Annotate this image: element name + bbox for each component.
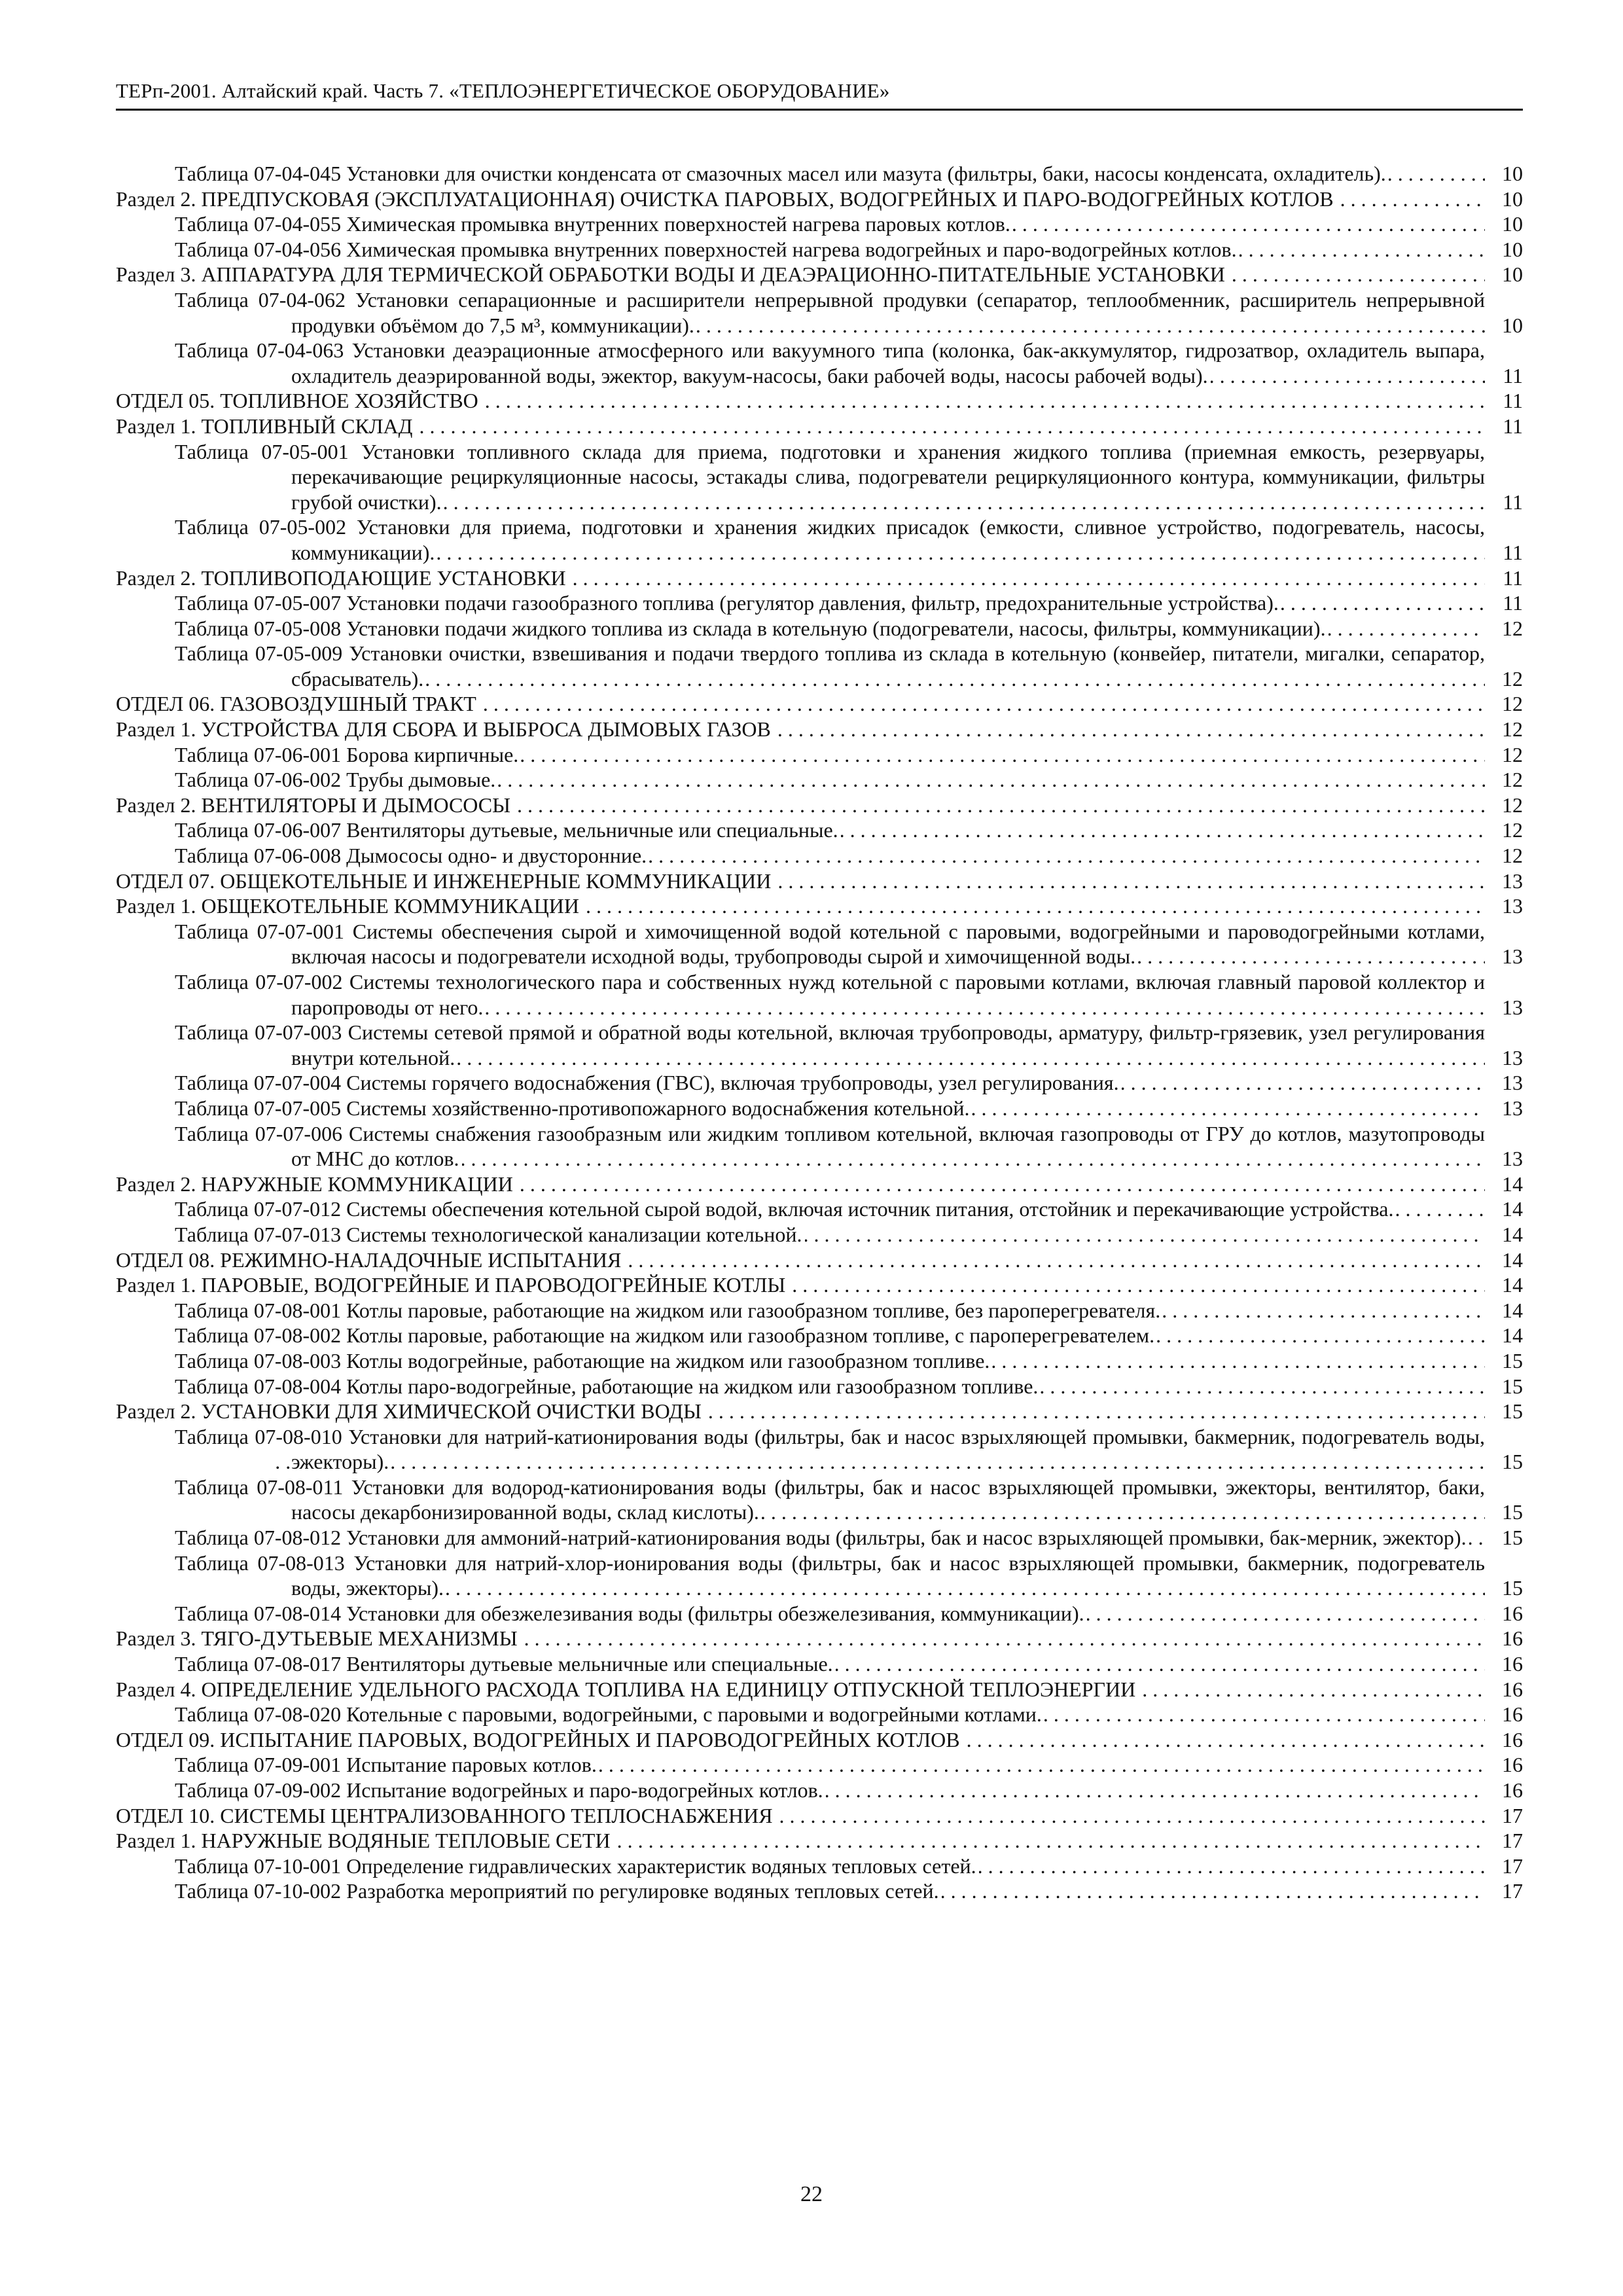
toc-page-number: 14 <box>1485 1272 1523 1298</box>
page-number: 22 <box>800 2182 823 2206</box>
toc-entry-label: Таблица 07-08-010 Установки для натрий-катионирования воды (фильтры, бак и насос взрыхляющей промывки, бакмерник, подогреватель воды, эжекторы). <box>175 1424 1485 1474</box>
toc-page-number: 16 <box>1485 1626 1523 1651</box>
toc-entry-label: Раздел 2. УСТАНОВКИ ДЛЯ ХИМИЧЕСКОЙ ОЧИСТКИ ВОДЫ <box>116 1399 704 1423</box>
toc-entry-dept <box>116 869 1523 894</box>
toc-page-number: 12 <box>1485 666 1523 692</box>
toc-page-number: 13 <box>1485 1096 1523 1121</box>
toc-page-number: 15 <box>1485 1449 1523 1475</box>
toc-page-number: 13 <box>1485 995 1523 1020</box>
toc-page-number: 12 <box>1485 717 1523 742</box>
toc-entry-table <box>116 439 1523 515</box>
toc-entry-table <box>116 1323 1523 1348</box>
toc-entry-table <box>116 1878 1523 1904</box>
toc-entry-label: Таблица 07-05-001 Установки топливного склада для приема, подготовки и хранения жидкого топлива (приемная емкость, резервуары, перекачивающие рециркуляционные насосы, эстакады слива, подогреватели рециркуляционного контура, коммуникации, фильтры грубой очистки). <box>175 439 1485 514</box>
toc-entry-label: Таблица 07-08-017 Вентиляторы дутьевые мельничные или специальные. <box>175 1652 836 1676</box>
toc-entry-label: Таблица 07-07-003 Системы сетевой прямой и обратной воды котельной, включая трубопроводы, арматуру, фильтр-грязевик, узел регулирования внутри котельной. <box>175 1020 1485 1069</box>
toc-page-number: 16 <box>1485 1778 1523 1803</box>
toc-page-number: 10 <box>1485 211 1523 237</box>
toc-entry-text <box>116 590 1485 616</box>
toc-page-number: 11 <box>1485 363 1523 389</box>
toc-entry-table <box>116 1070 1523 1096</box>
toc-entry-dept <box>116 691 1523 717</box>
toc-entry-text <box>116 1247 1485 1273</box>
toc-entry-label: Таблица 07-06-001 Борова кирпичные. <box>175 743 521 766</box>
toc-entry-label: Таблица 07-07-001 Системы обеспечения сырой и химочищенной водой котельной с паровыми, водогрейными и пароводогрейными котлами, включая насосы и подогреватели исходной воды, трубопроводы сырой и химочищенной воды. <box>175 919 1485 969</box>
table-of-contents <box>116 161 1523 1904</box>
toc-page-number: 12 <box>1485 616 1523 641</box>
toc-page-number: 11 <box>1485 590 1523 616</box>
toc-entry-text <box>116 1196 1485 1222</box>
toc-page-number: 11 <box>1485 540 1523 565</box>
toc-page-number: 13 <box>1485 893 1523 919</box>
toc-page-number: 15 <box>1485 1575 1523 1601</box>
toc-entry-table <box>116 590 1523 616</box>
toc-entry-label: Раздел 1. НАРУЖНЫЕ ВОДЯНЫЕ ТЕПЛОВЫЕ СЕТИ <box>116 1829 613 1852</box>
toc-entry-table <box>116 641 1523 691</box>
toc-entry-label: Таблица 07-08-020 Котельные с паровыми, водогрейными, с паровыми и водогрейными котлами. <box>175 1702 1044 1726</box>
toc-page-number: 12 <box>1485 843 1523 869</box>
toc-entry-section <box>116 893 1523 919</box>
toc-page-number: 12 <box>1485 767 1523 793</box>
toc-entry-text <box>116 211 1485 237</box>
toc-page-number: 12 <box>1485 793 1523 818</box>
toc-entry-section <box>116 717 1523 742</box>
toc-entry-text <box>116 1096 1485 1121</box>
toc-entry-table <box>116 1752 1523 1778</box>
toc-entry-text <box>116 1601 1485 1626</box>
toc-entry-table <box>116 514 1523 565</box>
toc-entry-text <box>116 1298 1485 1323</box>
toc-entry-text <box>116 1551 1485 1601</box>
toc-entry-label: Раздел 3. АППАРАТУРА ДЛЯ ТЕРМИЧЕСКОЙ ОБРАБОТКИ ВОДЫ И ДЕАЭРАЦИОННО-ПИТАТЕЛЬНЫЕ УСТАНОВКИ <box>116 262 1228 286</box>
toc-page-number: 14 <box>1485 1196 1523 1222</box>
toc-entry-text <box>116 893 1485 919</box>
toc-entry-label: Раздел 2. ВЕНТИЛЯТОРЫ И ДЫМОСОСЫ <box>116 793 513 817</box>
toc-entry-section <box>116 1677 1523 1702</box>
toc-entry-label: Таблица 07-08-001 Котлы паровые, работающие на жидком или газообразном топливе, без пароперегревателя. <box>175 1299 1163 1322</box>
toc-entry-text <box>116 1803 1485 1829</box>
toc-entry-label: Таблица 07-08-013 Установки для натрий-хлор-ионирования воды (фильтры, бак и насос взрыхляющей промывки, бакмерник, подогреватель воды, эжекторы). <box>175 1551 1485 1600</box>
toc-entry-table <box>116 1096 1523 1121</box>
toc-entry-label: Раздел 1. УСТРОЙСТВА ДЛЯ СБОРА И ВЫБРОСА ДЫМОВЫХ ГАЗОВ <box>116 717 774 741</box>
toc-page-number: 11 <box>1485 388 1523 414</box>
toc-page-number: 15 <box>1485 1499 1523 1525</box>
toc-entry-table <box>116 1551 1523 1601</box>
toc-entry-label: Раздел 2. НАРУЖНЫЕ КОММУНИКАЦИИ <box>116 1172 516 1196</box>
toc-entry-text <box>116 1727 1485 1753</box>
toc-entry-text <box>116 287 1485 338</box>
toc-entry-table <box>116 211 1523 237</box>
toc-entry-table <box>116 969 1523 1020</box>
toc-entry-label: Таблица 07-08-003 Котлы водогрейные, работающие на жидком или газообразном топливе. <box>175 1349 992 1372</box>
toc-page-number: 17 <box>1485 1828 1523 1854</box>
toc-entry-label: ОТДЕЛ 10. СИСТЕМЫ ЦЕНТРАЛИЗОВАННОГО ТЕПЛОСНАБЖЕНИЯ <box>116 1804 776 1827</box>
toc-entry-dept <box>116 1247 1523 1273</box>
toc-entry-text <box>116 1854 1485 1879</box>
toc-entry-label: Таблица 07-05-008 Установки подачи жидкого топлива из склада в котельную (подогреватели, насосы, фильтры, коммуникации). <box>175 617 1329 640</box>
toc-entry-table <box>116 1348 1523 1374</box>
document-title: ТЕРп-2001. Алтайский край. Часть 7. «ТЕПЛОЭНЕРГЕТИЧЕСКОЕ ОБОРУДОВАНИЕ» <box>116 79 890 102</box>
toc-page-number: 14 <box>1485 1172 1523 1197</box>
toc-page-number: 11 <box>1485 565 1523 591</box>
toc-entry-label: Раздел 2. ТОПЛИВОПОДАЮЩИЕ УСТАНОВКИ <box>116 566 569 590</box>
toc-page-number: 14 <box>1485 1298 1523 1323</box>
toc-entry-label: Таблица 07-06-007 Вентиляторы дутьевые, мельничные или специальные. <box>175 818 841 842</box>
toc-entry-text <box>116 388 1485 414</box>
toc-page-number: 10 <box>1485 187 1523 212</box>
toc-entry-label: Таблица 07-07-013 Системы технологической канализации котельной. <box>175 1223 805 1246</box>
toc-page-number: 14 <box>1485 1323 1523 1348</box>
toc-entry-text <box>116 793 1485 818</box>
toc-entry-text <box>116 1778 1485 1803</box>
toc-entry-label: Таблица 07-08-012 Установки для аммоний-натрий-катионирования воды (фильтры, бак и насос взрыхляющей промывки, бак-мерник, эжектор). <box>175 1526 1469 1549</box>
toc-page-number: 16 <box>1485 1727 1523 1753</box>
toc-page-number: 17 <box>1485 1878 1523 1904</box>
toc-entry-table <box>116 1222 1523 1247</box>
toc-entry-label: Таблица 07-05-007 Установки подачи газообразного топлива (регулятор давления, фильтр, предохранительные устройства). <box>175 591 1281 615</box>
toc-page-number: 11 <box>1485 414 1523 439</box>
toc-entry-text <box>116 1020 1485 1070</box>
toc-entry-text <box>116 1677 1485 1702</box>
toc-entry-text <box>116 817 1485 843</box>
toc-entry-text <box>116 691 1485 717</box>
toc-entry-text <box>116 237 1485 262</box>
toc-entry-label: Таблица 07-09-002 Испытание водогрейных и паро-водогрейных котлов. <box>175 1778 826 1802</box>
toc-entry-label: Таблица 07-09-001 Испытание паровых котлов. <box>175 1753 599 1776</box>
toc-entry-table <box>116 1298 1523 1323</box>
toc-entry-label: Таблица 07-08-011 Установки для водород-катионирования воды (фильтры, бак и насос взрыхляющей промывки, эжекторы, вентилятор, баки, насосы декарбонизированной воды, склад кислоты). <box>175 1475 1485 1524</box>
toc-entry-section <box>116 187 1523 212</box>
toc-entry-label: Раздел 1. ПАРОВЫЕ, ВОДОГРЕЙНЫЕ И ПАРОВОДОГРЕЙНЫЕ КОТЛЫ <box>116 1273 788 1297</box>
toc-entry-label: Таблица 07-05-009 Установки очистки, взвешивания и подачи твердого топлива из склада в котельную (конвейер, питатели, мигалки, сепаратор, сбрасыватель). <box>175 641 1485 691</box>
toc-entry-text <box>116 1399 1485 1424</box>
toc-entry-text <box>116 187 1485 212</box>
toc-entry-text <box>116 1348 1485 1374</box>
toc-entry-table <box>116 338 1523 388</box>
toc-entry-label: ОТДЕЛ 06. ГАЗОВОЗДУШНЫЙ ТРАКТ <box>116 692 479 715</box>
toc-entry-text <box>116 1626 1485 1651</box>
toc-entry-table <box>116 1854 1523 1879</box>
toc-entry-label: Таблица 07-07-012 Системы обеспечения котельной сырой водой, включая источник питания, отстойник и перекачивающие устройства. <box>175 1197 1396 1221</box>
toc-entry-text <box>116 1878 1485 1904</box>
toc-entry-dept <box>116 1727 1523 1753</box>
toc-page-number: 11 <box>1485 490 1523 515</box>
toc-entry-text <box>116 843 1485 869</box>
toc-page-number: 15 <box>1485 1348 1523 1374</box>
toc-entry-section <box>116 1272 1523 1298</box>
toc-entry-label: Таблица 07-07-006 Системы снабжения газообразным или жидким топливом котельной, включая газопроводы от ГРУ до котлов, мазутопроводы от МНС до котлов. <box>175 1121 1485 1171</box>
toc-entry-table <box>116 1601 1523 1626</box>
toc-page-number: 13 <box>1485 1070 1523 1096</box>
toc-entry-label: Таблица 07-04-063 Установки деаэрационные атмосферного или вакуумного типа (колонка, бак-аккумулятор, гидрозатвор, охладитель выпара, охладитель деаэрированной воды, эжектор, вакуум-насосы, баки рабочей воды, насосы рабочей воды). <box>175 338 1485 387</box>
toc-entry-section <box>116 1399 1523 1424</box>
toc-entry-text <box>116 161 1485 187</box>
toc-entry-text <box>116 1323 1485 1348</box>
toc-page-number: 10 <box>1485 161 1523 187</box>
toc-entry-label: Таблица 07-05-002 Установки для приема, подготовки и хранения жидких присадок (емкости, сливное устройство, подогреватель, насосы, коммуникации). <box>175 515 1485 564</box>
toc-entry-text <box>116 1272 1485 1298</box>
toc-page-number: 13 <box>1485 944 1523 969</box>
toc-page-number: 13 <box>1485 869 1523 894</box>
toc-entry-text <box>116 717 1485 742</box>
toc-entry-dept <box>116 388 1523 414</box>
toc-entry-label: Таблица 07-08-014 Установки для обезжелезивания воды (фильтры обезжелезивания, коммуникации). <box>175 1602 1087 1625</box>
toc-entry-label: Таблица 07-04-056 Химическая промывка внутренних поверхностей нагрева водогрейных и паро-водогрейных котлов. <box>175 238 1240 261</box>
toc-entry-label: Таблица 07-06-002 Трубы дымовые. <box>175 768 498 791</box>
toc-entry-label: Таблица 07-04-055 Химическая промывка внутренних поверхностей нагрева паровых котлов. <box>175 212 1013 236</box>
toc-entry-text <box>116 1702 1485 1727</box>
toc-page-number: 16 <box>1485 1677 1523 1702</box>
toc-entry-section <box>116 793 1523 818</box>
toc-entry-text <box>116 641 1485 691</box>
toc-entry-label: Раздел 2. ПРЕДПУСКОВАЯ (ЭКСПЛУАТАЦИОННАЯ) ОЧИСТКА ПАРОВЫХ, ВОДОГРЕЙНЫХ И ПАРО-ВОДОГРЕЙНЫХ КОТЛОВ <box>116 187 1336 211</box>
toc-entry-text <box>116 767 1485 793</box>
toc-entry-table <box>116 1020 1523 1070</box>
toc-entry-label: Таблица 07-06-008 Дымососы одно- и двусторонние. <box>175 844 649 867</box>
toc-entry-label: Таблица 07-07-004 Системы горячего водоснабжения (ГВС), включая трубопроводы, узел регулирования. <box>175 1071 1122 1094</box>
toc-entry-section <box>116 1626 1523 1651</box>
toc-entry-table <box>116 1525 1523 1551</box>
toc-entry-text <box>116 919 1485 969</box>
toc-entry-label: Таблица 07-04-062 Установки сепарационные и расширители непрерывной продувки (сепаратор, теплообменник, расширитель непрерывной продувки объёмом до 7,5 м³, коммуникации). <box>175 287 1485 337</box>
toc-page-number: 17 <box>1485 1854 1523 1879</box>
toc-entry-label: ОТДЕЛ 07. ОБЩЕКОТЕЛЬНЫЕ И ИНЖЕНЕРНЫЕ КОММУНИКАЦИИ <box>116 869 774 893</box>
toc-entry-table <box>116 919 1523 969</box>
toc-entry-label: ОТДЕЛ 08. РЕЖИМНО-НАЛАДОЧНЫЕ ИСПЫТАНИЯ <box>116 1248 624 1272</box>
toc-entry-text <box>116 1752 1485 1778</box>
toc-entry-text <box>116 1070 1485 1096</box>
toc-page-number: 13 <box>1485 1146 1523 1172</box>
toc-entry-table <box>116 1121 1523 1172</box>
toc-page-number: 17 <box>1485 1803 1523 1829</box>
toc-entry-section <box>116 1828 1523 1854</box>
toc-entry-label: ОТДЕЛ 09. ИСПЫТАНИЕ ПАРОВЫХ, ВОДОГРЕЙНЫХ И ПАРОВОДОГРЕЙНЫХ КОТЛОВ <box>116 1728 963 1751</box>
toc-entry-table <box>116 161 1523 187</box>
toc-entry-text <box>116 1651 1485 1677</box>
toc-entry-table <box>116 1651 1523 1677</box>
toc-entry-text <box>116 616 1485 641</box>
toc-entry-label: Таблица 07-08-004 Котлы паро-водогрейные, работающие на жидком или газообразном топливе. <box>175 1374 1041 1398</box>
toc-entry-section <box>116 262 1523 287</box>
toc-page-number: 14 <box>1485 1222 1523 1247</box>
toc-entry-text <box>116 742 1485 768</box>
toc-entry-label: Таблица 07-10-001 Определение гидравлических характеристик водяных тепловых сетей. <box>175 1854 979 1878</box>
toc-page-number: 16 <box>1485 1702 1523 1727</box>
toc-entry-text <box>116 565 1485 591</box>
toc-entry-table <box>116 1374 1523 1399</box>
toc-entry-text <box>116 414 1485 439</box>
toc-entry-section <box>116 414 1523 439</box>
toc-entry-text <box>116 439 1485 515</box>
toc-entry-label: ОТДЕЛ 05. ТОПЛИВНОЕ ХОЗЯЙСТВО <box>116 389 481 412</box>
toc-entry-table <box>116 237 1523 262</box>
toc-entry-section <box>116 565 1523 591</box>
toc-page-number: 15 <box>1485 1374 1523 1399</box>
toc-entry-text <box>116 1374 1485 1399</box>
toc-entry-table <box>116 1702 1523 1727</box>
toc-entry-table <box>116 843 1523 869</box>
toc-entry-table <box>116 1196 1523 1222</box>
toc-entry-text <box>116 514 1485 565</box>
toc-entry-text <box>116 1828 1485 1854</box>
toc-page-number: 16 <box>1485 1601 1523 1626</box>
toc-page-number: 15 <box>1485 1399 1523 1424</box>
toc-entry-label: Таблица 07-10-002 Разработка мероприятий по регулировке водяных тепловых сетей. <box>175 1879 942 1903</box>
toc-page-number: 10 <box>1485 313 1523 338</box>
toc-entry-table <box>116 616 1523 641</box>
toc-entry-section <box>116 1172 1523 1197</box>
toc-entry-text <box>116 1121 1485 1172</box>
toc-entry-text <box>116 1525 1485 1551</box>
toc-entry-label: Таблица 07-08-002 Котлы паровые, работающие на жидком или газообразном топливе, с пароперегревателем. <box>175 1323 1157 1347</box>
toc-page-number: 13 <box>1485 1045 1523 1071</box>
toc-entry-label: Таблица 07-04-045 Установки для очистки конденсата от смазочных масел или мазута (фильтры, баки, насосы конденсата, охладитель). <box>175 162 1389 185</box>
toc-page-number: 10 <box>1485 262 1523 287</box>
toc-entry-text <box>116 1172 1485 1197</box>
toc-entry-table <box>116 817 1523 843</box>
toc-entry-table <box>116 1778 1523 1803</box>
toc-entry-text <box>116 338 1485 388</box>
toc-entry-table <box>116 1475 1523 1525</box>
toc-entry-table <box>116 287 1523 338</box>
toc-page-number: 12 <box>1485 817 1523 843</box>
toc-entry-label: Раздел 1. ОБЩЕКОТЕЛЬНЫЕ КОММУНИКАЦИИ <box>116 894 582 918</box>
toc-entry-text <box>116 869 1485 894</box>
page-header <box>116 73 1523 111</box>
toc-page-number: 10 <box>1485 237 1523 262</box>
toc-entry-text <box>116 1475 1485 1525</box>
toc-entry-text <box>116 1222 1485 1247</box>
toc-entry-label: Раздел 3. ТЯГО-ДУТЬЕВЫЕ МЕХАНИЗМЫ <box>116 1626 520 1650</box>
toc-entry-label: Таблица 07-07-005 Системы хозяйственно-противопожарного водоснабжения котельной. <box>175 1096 972 1120</box>
toc-entry-label: Таблица 07-07-002 Системы технологического пара и собственных нужд котельной с паровыми котлами, включая главный паровой коллектор и паропроводы от него. <box>175 970 1485 1019</box>
toc-page-number: 16 <box>1485 1752 1523 1778</box>
toc-page-number: 12 <box>1485 691 1523 717</box>
toc-page-number: 14 <box>1485 1247 1523 1273</box>
toc-entry-text <box>116 969 1485 1020</box>
toc-entry-dept <box>116 1803 1523 1829</box>
toc-page-number: 16 <box>1485 1651 1523 1677</box>
toc-page-number: 12 <box>1485 742 1523 768</box>
toc-entry-table <box>116 767 1523 793</box>
toc-entry-table <box>116 1424 1523 1475</box>
toc-page-number: 15 <box>1485 1525 1523 1551</box>
toc-entry-label: Раздел 1. ТОПЛИВНЫЙ СКЛАД <box>116 414 415 438</box>
toc-entry-text <box>116 1424 1485 1475</box>
toc-entry-label: Раздел 4. ОПРЕДЕЛЕНИЕ УДЕЛЬНОГО РАСХОДА ТОПЛИВА НА ЕДИНИЦУ ОТПУСКНОЙ ТЕПЛОЭНЕРГИИ <box>116 1677 1138 1701</box>
toc-entry-table <box>116 742 1523 768</box>
toc-entry-text <box>116 262 1485 287</box>
